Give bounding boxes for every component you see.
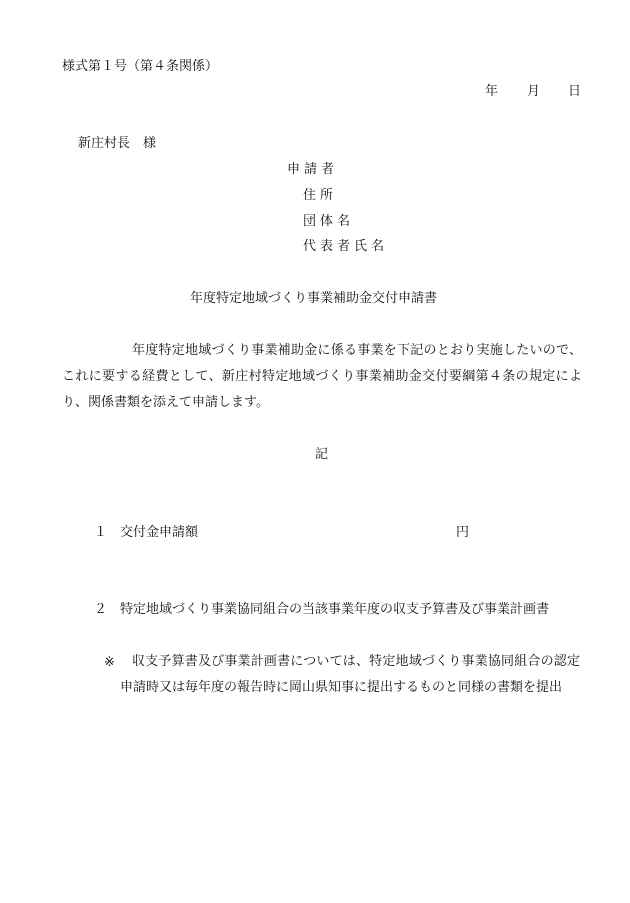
item-1-label: 交付金申請額: [120, 525, 199, 540]
applicant-organization-label: 団体名: [303, 214, 355, 229]
item-1-number: １: [94, 525, 108, 540]
date-year: 年: [485, 84, 499, 99]
item-2-number: ２: [94, 602, 108, 617]
date-month: 月: [527, 84, 541, 99]
addressee: 新庄村長 様: [78, 136, 157, 151]
applicant-heading: 申請者: [287, 162, 339, 177]
item-1-unit: 円: [456, 525, 470, 540]
body-paragraph: 年度特定地域づくり事業補助金に係る事業を下記のとおり実施したいので、これに要する経費として、新庄村特定地域づくり事業補助金交付要綱第４条の規定により、関係書類を添えて申請します。: [62, 343, 582, 410]
document-title: 年度特定地域づくり事業補助金交付申請書: [190, 291, 438, 306]
item-2-label: 特定地域づくり事業協同組合の当該事業年度の収支予算書及び事業計画書: [120, 602, 550, 617]
ki-heading: 記: [315, 447, 329, 462]
note-text: 収支予算書及び事業計画書については、特定地域づくり事業協同組合の認定申請時又は毎年度の報告時に岡山県知事に提出するものと同様の書類を提出: [120, 654, 580, 695]
date-day: 日: [568, 84, 582, 99]
form-label: 様式第１号（第４条関係）: [62, 59, 219, 74]
applicant-address-label: 住所: [303, 188, 338, 203]
note-mark: ※: [104, 655, 115, 670]
applicant-representative-label: 代表者氏名: [303, 239, 389, 254]
